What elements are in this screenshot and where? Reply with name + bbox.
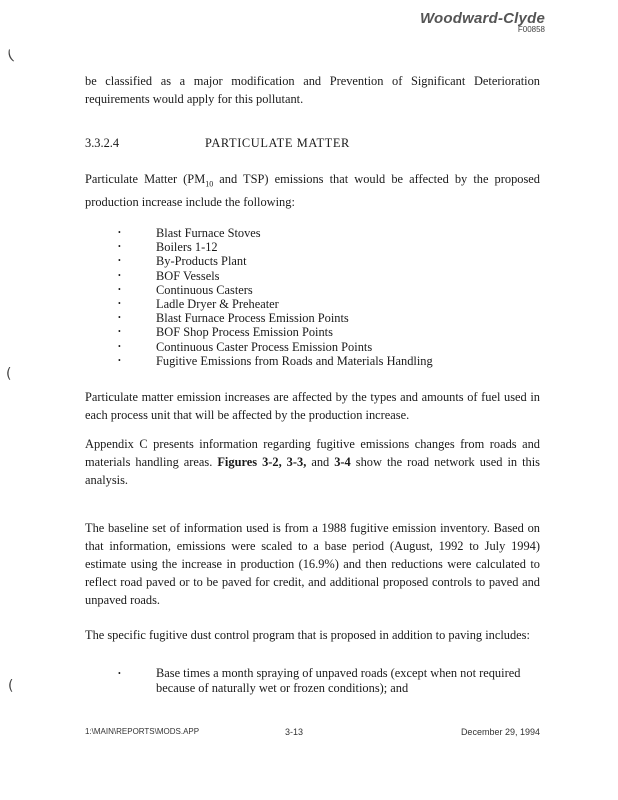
margin-mark: ( xyxy=(5,47,17,65)
bullet-icon: • xyxy=(118,313,121,323)
appendix-text-start: Appendix C presents information regarding fugitive emissions changes from roads and materials handling areas. xyxy=(85,437,540,469)
bullet-icon: • xyxy=(118,355,121,365)
list-item xyxy=(118,297,433,311)
file-path: 1:\MAIN\REPORTS\MODS.APP xyxy=(85,727,200,736)
company-name: Woodward-Clyde xyxy=(419,10,545,27)
list-item xyxy=(118,283,433,297)
bullet-icon: • xyxy=(118,327,121,337)
bullet-icon: • xyxy=(118,256,121,266)
list-item-text: Boilers 1-12 xyxy=(156,240,218,255)
paragraph-intro: be classified as a major modification and Prevention of Significant Deterioration requirements would apply for this pollutant. xyxy=(85,74,540,106)
list-item xyxy=(118,354,433,368)
list-item-text: Blast Furnace Stoves xyxy=(156,226,261,240)
list-item xyxy=(118,226,433,240)
figure-reference: Figures 3-2, 3-3, xyxy=(217,455,307,469)
list-item xyxy=(118,311,433,325)
figure-reference-last: 3-4 xyxy=(334,455,351,469)
appendix-text-middle: and xyxy=(306,455,335,469)
bullet-icon: • xyxy=(118,270,121,280)
paragraph-appendix xyxy=(85,435,540,489)
list-item-text: By-Products Plant xyxy=(156,254,247,269)
paragraph-sources-end: and TSP) emissions that would be affected by the proposed production increase include the following: xyxy=(85,172,540,210)
list-item-text: Continuous Casters xyxy=(156,282,253,297)
list-item xyxy=(118,325,433,339)
paragraph-program: The specific fugitive dust control program that is proposed in addition to paving includes: xyxy=(85,628,530,642)
bullet-icon: • xyxy=(118,284,121,294)
list-item-text: Base times a month spraying of unpaved roads (except when not required because of naturally wet or frozen conditions); and xyxy=(156,666,521,695)
margin-mark: ( xyxy=(8,678,14,694)
paragraph-sources-start: Particulate Matter (PM xyxy=(85,172,206,186)
bullet-icon: • xyxy=(118,242,121,252)
margin-mark: ( xyxy=(6,366,12,382)
page-number: 3-13 xyxy=(285,727,304,737)
footer-date: December 29, 1994 xyxy=(460,727,540,737)
section-number: 3.3.2.4 xyxy=(85,136,120,150)
bullet-icon: • xyxy=(118,228,121,237)
list-item-text: Blast Furnace Process Emission Points xyxy=(156,311,349,326)
list-item-text: BOF Vessels xyxy=(156,268,220,283)
list-item xyxy=(118,254,433,268)
emission-sources-list xyxy=(118,226,433,368)
list-item xyxy=(118,666,528,696)
appendix-text-end: show the road network used in this analysis. xyxy=(85,455,541,487)
paragraph-affected: Particulate matter emission increases are affected by the types and amounts of fuel used in each process unit that will be affected by the production increase. xyxy=(85,390,540,422)
section-title: PARTICULATE MATTER xyxy=(205,136,350,150)
bullet-icon: • xyxy=(118,341,121,351)
pm-subscript: 10 xyxy=(205,179,214,189)
list-item xyxy=(118,240,433,254)
paragraph-baseline: The baseline set of information used is from a 1988 fugitive emission inventory. Based on that information, emissions were scaled to a base period (August, 1992 to July 1994) estimate using the increase in production (16.9%) and then reductions were calculated to reflect road paved or to be paved for credit, and additional proposed controls to paved and unpaved roads. xyxy=(85,521,540,607)
bullet-icon: • xyxy=(118,669,121,678)
list-item-text: BOF Shop Process Emission Points xyxy=(156,325,333,340)
list-item-text: Continuous Caster Process Emission Points xyxy=(156,339,373,354)
list-item-text: Ladle Dryer & Preheater xyxy=(156,297,279,312)
list-item-text: Fugitive Emissions from Roads and Materials Handling xyxy=(156,353,433,368)
bullet-icon: • xyxy=(118,299,121,309)
company-header xyxy=(420,10,545,34)
paragraph-sources xyxy=(85,170,540,211)
list-item xyxy=(118,340,433,354)
list-item xyxy=(118,269,433,283)
document-code: F00858 xyxy=(517,25,545,34)
